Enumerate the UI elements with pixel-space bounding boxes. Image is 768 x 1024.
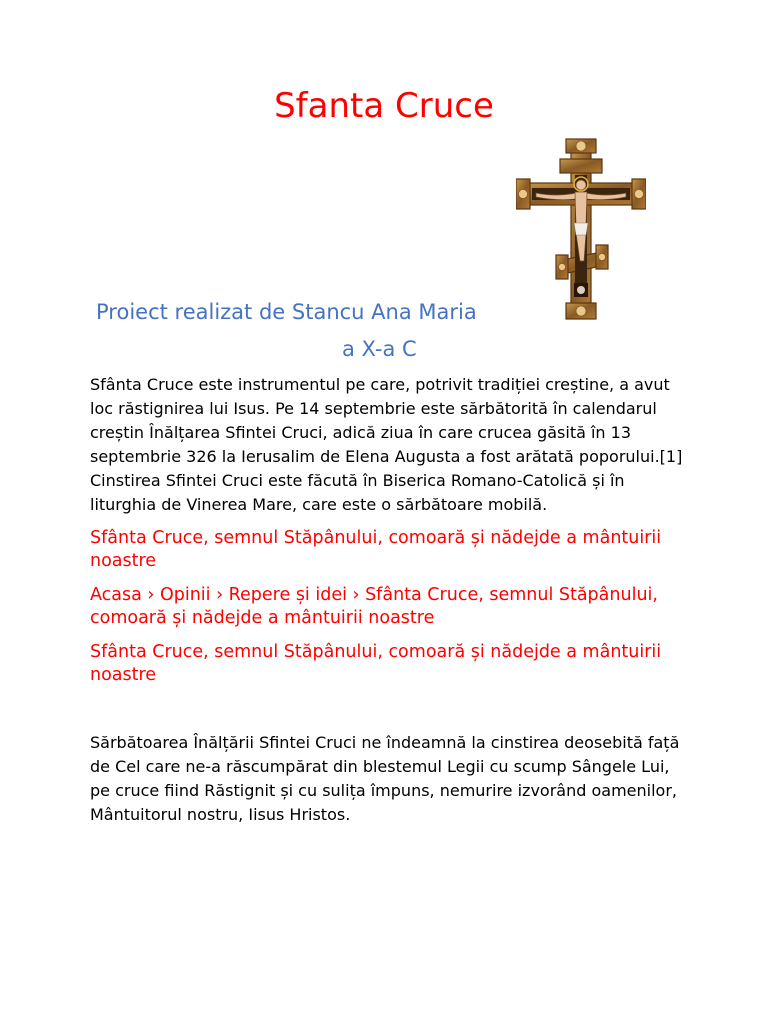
crucifix-icon [516,137,646,321]
page-title: Sfanta Cruce [274,86,494,126]
red-heading-2: Sfânta Cruce, semnul Stăpânului, comoară și nădejde a mântuirii noastre [90,642,662,685]
intro-paragraph: Sfânta Cruce este instrumentul pe care, potrivit tradiției creștine, a avut loc răstignirea lui Isus. Pe 14 septembrie este sărbătorită în calendarul creștin Înălțarea Sfintei Cruci, adică ziua în care crucea găsită în 13 septembrie 326 la Ierusalim de Elena Augusta a fost arătată poporului.[1] Cinstirea Sfintei Cruci este făcută în Biserica Romano-Catolică și în liturghia de Vinerea Mare, care este o sărbătoare mobilă. [90,375,683,514]
author-line: Proiect realizat de Stancu Ana Maria [96,300,477,324]
breadcrumb: Acasa › Opinii › Repere și idei › Sfânta Cruce, semnul Stăpânului, comoară și nădejde a mântuirii noastre [90,585,658,628]
red-heading-1: Sfânta Cruce, semnul Stăpânului, comoară și nădejde a mântuirii noastre [90,528,662,571]
class-line: a X-a C [342,337,417,361]
closing-paragraph: Sărbătoarea Înălțării Sfintei Cruci ne îndeamnă la cinstirea deosebită față de Cel care ne-a răscumpărat din blestemul Legii cu scump Sângele Lui, pe cruce fiind Răstignit și cu sulița împuns, nemurire izvorând oamenilor, Mântuitorul nostru, Iisus Hristos. [90,733,680,824]
